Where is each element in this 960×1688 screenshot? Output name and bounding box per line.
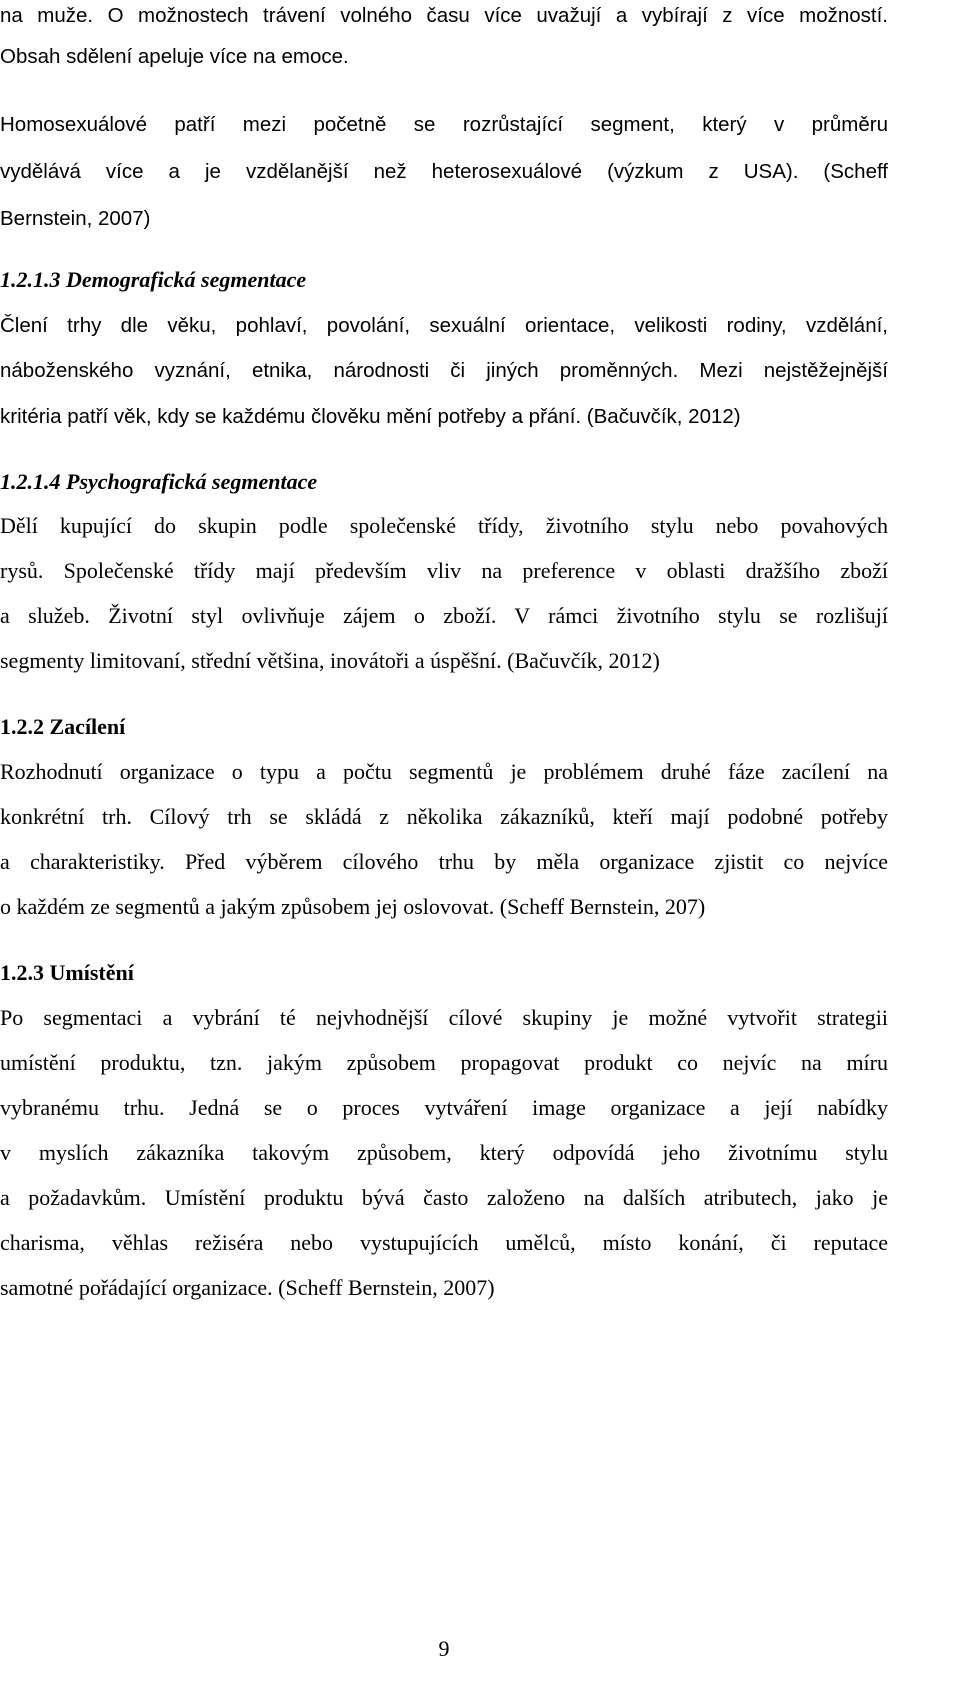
- paragraph-line: o každém ze segmentů a jakým způsobem jej oslovovat. (Scheff Bernstein, 207): [0, 894, 706, 919]
- paragraph-line: Po segmentaci a vybrání té nejvhodnější cílové skupiny je možné vytvořit strategii: [0, 1005, 888, 1030]
- paragraph-line: Člení trhy dle věku, pohlaví, povolání, sexuální orientace, velikosti rodiny, vzdělání,: [0, 314, 888, 337]
- paragraph-line: kritéria patří věk, kdy se každému člověku mění potřeby a přání. (Bačuvčík, 2012): [0, 405, 741, 428]
- paragraph-line: Dělí kupující do skupin podle společenské třídy, životního stylu nebo povahových: [0, 513, 888, 538]
- paragraph-line: Bernstein, 2007): [0, 207, 151, 230]
- paragraph-line: v myslích zákazníka takovým způsobem, který odpovídá jeho životnímu stylu: [0, 1140, 888, 1165]
- paragraph-line: segmenty limitovaní, střední většina, inovátoři a úspěšní. (Bačuvčík, 2012): [0, 648, 660, 673]
- paragraph-line: samotné pořádající organizace. (Scheff Bernstein, 2007): [0, 1275, 495, 1300]
- paragraph-line: Homosexuálové patří mezi početně se rozrůstající segment, který v průměru: [0, 113, 888, 136]
- page-number: 9: [438, 1636, 450, 1661]
- paragraph-line: vybranému trhu. Jedná se o proces vytváření image organizace a její nabídky: [0, 1095, 888, 1120]
- section-heading: 1.2.3 Umístění: [0, 960, 134, 985]
- paragraph-line: a charakteristiky. Před výběrem cílového trhu by měla organizace zjistit co nejvíce: [0, 849, 888, 874]
- paragraph-line: Obsah sdělení apeluje více na emoce.: [0, 45, 349, 68]
- section-heading: 1.2.2 Zacílení: [0, 714, 126, 739]
- paragraph-line: náboženského vyznání, etnika, národnosti či jiných proměnných. Mezi nejstěžejnější: [0, 359, 888, 382]
- paragraph-line: na muže. O možnostech trávení volného času více uvažují a vybírají z více možností.: [0, 4, 888, 27]
- paragraph-line: konkrétní trh. Cílový trh se skládá z několika zákazníků, kteří mají podobné potřeby: [0, 804, 888, 829]
- paragraph-line: Rozhodnutí organizace o typu a počtu segmentů je problémem druhé fáze zacílení na: [0, 759, 888, 784]
- paragraph-line: a požadavkům. Umístění produktu bývá často založeno na dalších atributech, jako je: [0, 1185, 888, 1210]
- paragraph-line: charisma, věhlas režiséra nebo vystupujících umělců, místo konání, či reputace: [0, 1230, 888, 1255]
- section-heading: 1.2.1.3 Demografická segmentace: [0, 267, 307, 292]
- paragraph-line: rysů. Společenské třídy mají především vliv na preference v oblasti dražšího zboží: [0, 558, 888, 583]
- paragraph-line: a služeb. Životní styl ovlivňuje zájem o zboží. V rámci životního stylu se rozlišují: [0, 603, 888, 628]
- paragraph-line: umístění produktu, tzn. jakým způsobem propagovat produkt co nejvíc na míru: [0, 1050, 888, 1075]
- paragraph-line: vydělává více a je vzdělanější než heterosexuálové (výzkum z USA). (Scheff: [0, 160, 888, 183]
- section-heading: 1.2.1.4 Psychografická segmentace: [0, 469, 318, 494]
